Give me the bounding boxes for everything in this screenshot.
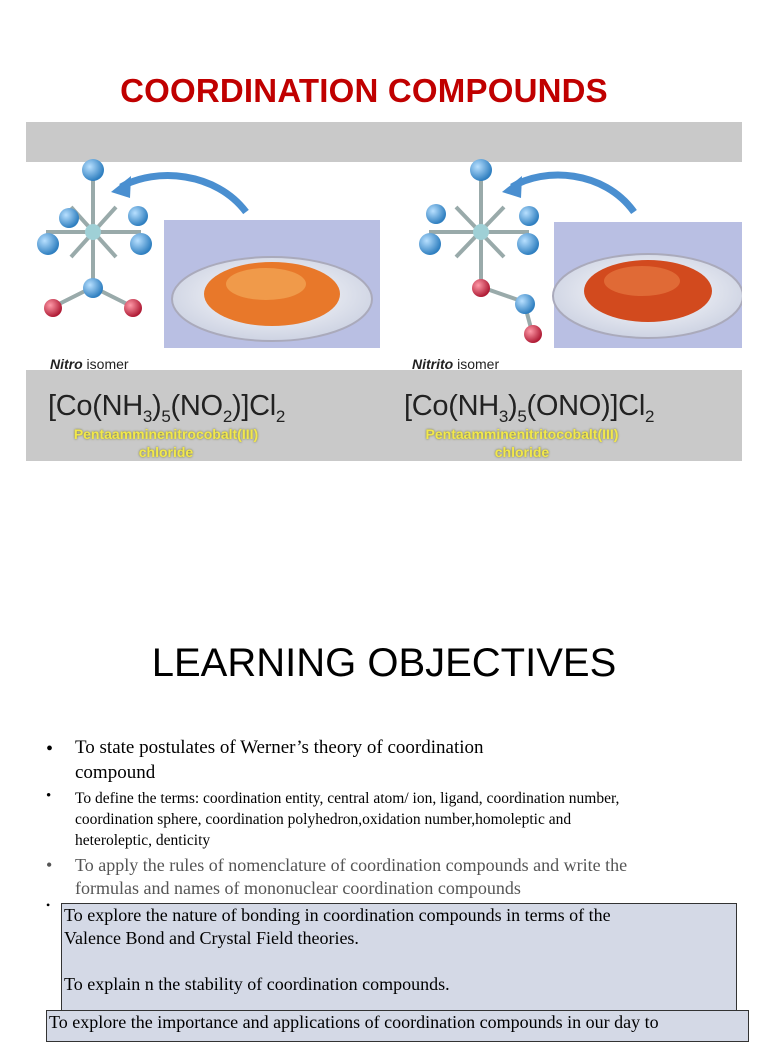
box1-line1: To explore the nature of bonding in coordination compounds in terms of the [64,905,611,925]
nitrito-isomer-label: Nitrito isomer [412,356,500,372]
objective-3: To apply the rules of nomenclature of coordination compounds and write the formulas and names of mononuclear coordination compounds [75,855,628,898]
nitro-isomer-label: Nitro isomer [50,356,129,372]
bullet-3: • [46,855,53,875]
objectives-heading: LEARNING OBJECTIVES [151,641,617,685]
bullet-2: • [46,788,52,804]
nitro-isomer-illustration [26,152,384,372]
objectives-box-applications [46,1010,749,1042]
objective-1: To state postulates of Werner’s theory of coordination compound [75,737,484,783]
slide-title: COORDINATION COMPOUNDS [120,72,608,109]
nitro-compound-name: Pentaamminenitrocobalt(III) chloride [73,426,259,460]
bullet-4: • [46,898,51,912]
nitro-formula: $[Co(NH_3)_5(NO_2)]Cl_2$ [48,390,286,426]
objective-2: To define the terms: coordination entity, central atom/ ion, ligand, coordination number, coordination sphere, coordination polyhedron,oxidation number,homoleptic and heteroleptic, denticity [75,790,620,849]
nitrito-compound-name: Pentaamminenitritocobalt(III) chloride [425,426,619,460]
isomer-figure [26,122,742,461]
nitrito-formula: $[Co(NH_3)_5(ONO)]Cl_2$ [404,390,655,426]
bullet-1: • [46,738,54,760]
box1-line3: To explain n the stability of coordination compounds. [64,974,450,994]
box1-line2: Valence Bond and Crystal Field theories. [64,928,359,948]
box2-line1: To explore the importance and applications of coordination compounds in our day to [49,1012,659,1032]
objectives-box-bonding [61,903,737,1025]
nitrito-isomer-illustration [384,152,742,372]
